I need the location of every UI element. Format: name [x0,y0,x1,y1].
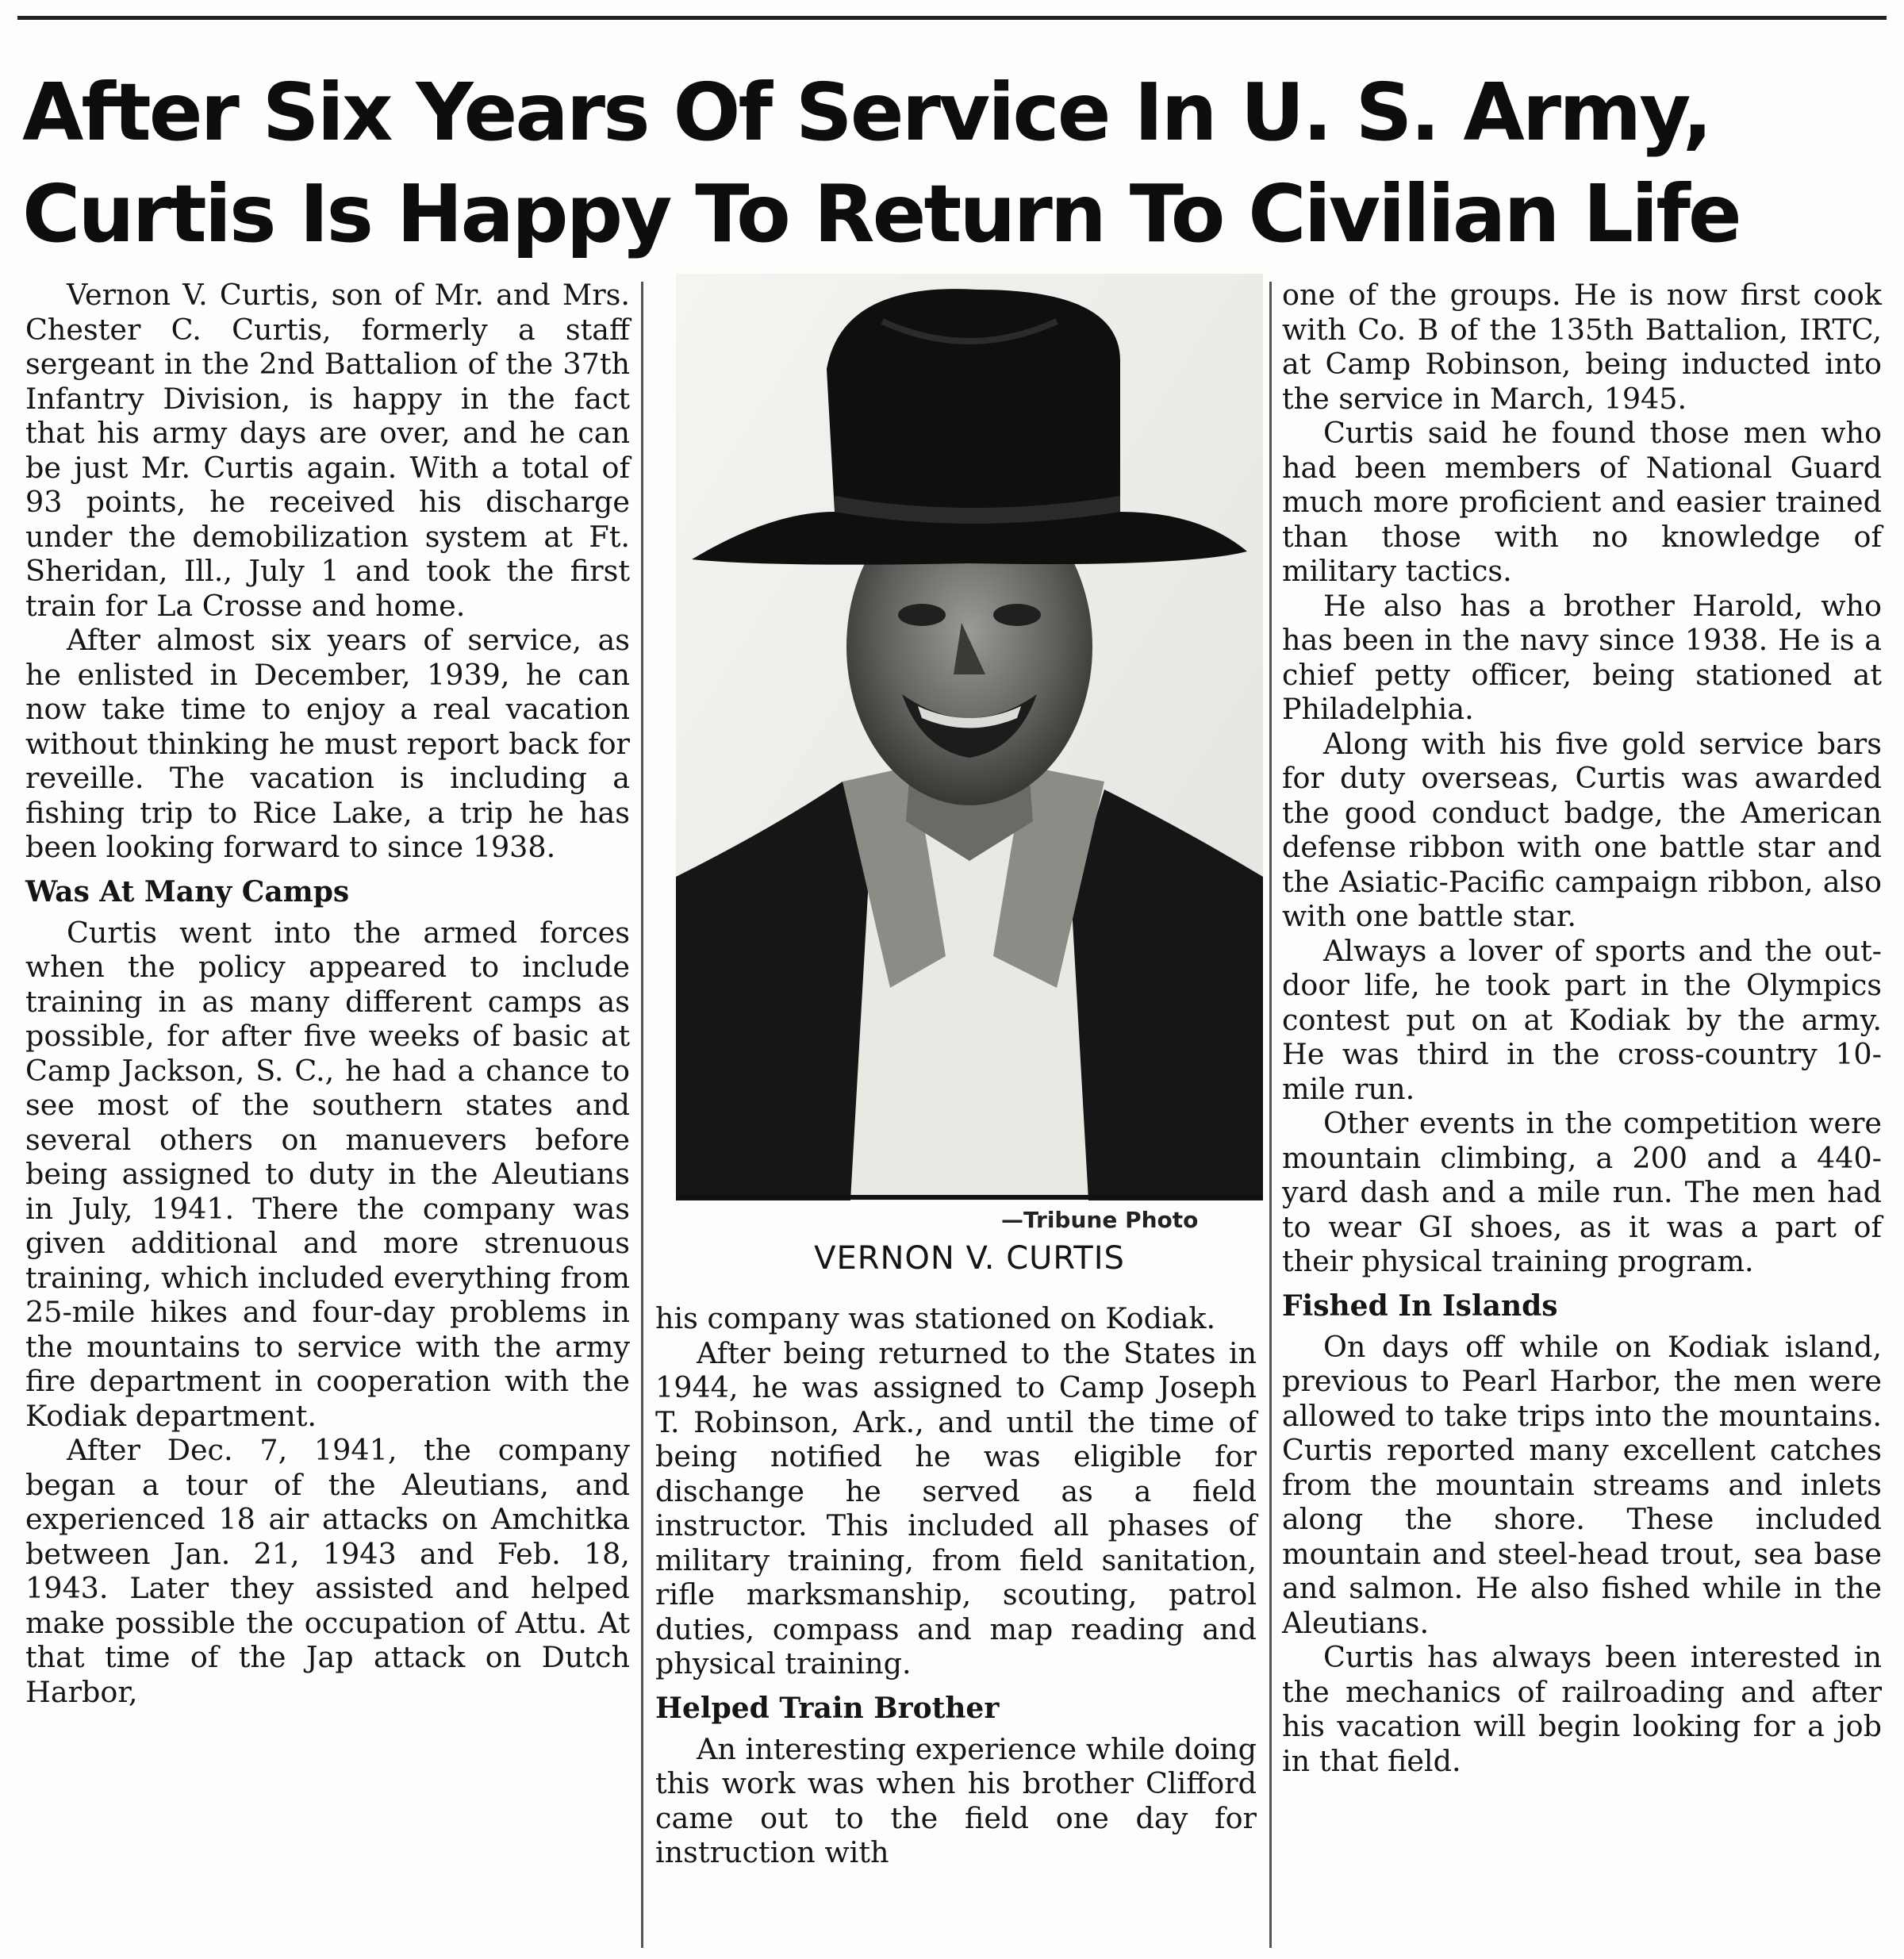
portrait-photo [676,274,1263,1200]
paragraph: An interesting experience while doing this work was when his brother Clifford came out to the field one day for instruction with [655,1731,1257,1869]
paragraph: After being returned to the States in 1944, he was assigned to Camp Joseph T. Robinson, Ark., and until the time of being notified he was eligible for dischange he served as a field instructor. This included all phases of military training, from field sanitation, rifle marksmanship, scouting, patrol duties, compass and map reading and physical training. [655,1335,1257,1681]
headline-line-1: After Six Years Of Service In U. S. Army, [22,66,1710,159]
article-column-1 [25,278,630,1709]
paragraph: Along with his five gold service bars for duty overseas, Curtis was awarded the good conduct badge, the American defense ribbon with one battle star and the Asiatic-Pacific campaign ribbon, also with one battle star. [1282,726,1882,933]
paragraph: Curtis said he found those men who had been members of National Guard much more proficient and easier trained than those with no knowledge of military tactics. [1282,416,1882,588]
top-rule [17,16,1887,20]
portrait-illustration [676,274,1263,1200]
paragraph: After almost six years of service, as he enlisted in December, 1939, he can now take time to enjoy a real vacation without thinking he must report back for reveille. The vacation is including a fishing trip to Rice Lake, a trip he has been looking forward to since 1938. [25,623,630,864]
paragraph: Vernon V. Curtis, son of Mr. and Mrs. Chester C. Curtis, formerly a staff sergeant in the 2nd Battalion of the 37th Infantry Division, is happy in the fact that his army days are over, and he can be just Mr. Curtis again. With a total of 93 points, he received his discharge under the demobilization system at Ft. Sheridan, Ill., July 1 and took the first train for La Crosse and home. [25,278,630,623]
photo-bottom-rule [676,1195,1263,1200]
paragraph: He also has a brother Harold, who has been in the navy since 1938. He is a chief petty officer, being stationed at Philadelphia. [1282,588,1882,726]
headline-line-2: Curtis Is Happy To Return To Civilian Life [22,167,1740,260]
column-divider [641,282,643,1948]
paragraph: After Dec. 7, 1941, the company began a tour of the Aleutians, and experienced 18 air attacks on Amchitka between Jan. 21, 1943 and Feb. 18, 1943. Later they assisted and helped make possible the occupation of Attu. At that time of the Jap attack on Dutch Harbor, [25,1433,630,1709]
photo-caption: VERNON V. CURTIS [814,1240,1125,1277]
subheading: Fished In Islands [1282,1289,1558,1323]
paragraph: his company was stationed on Kodiak. [655,1301,1216,1335]
photo-credit: —Tribune Photo [1001,1207,1199,1233]
article-column-3 [1282,278,1882,1778]
paragraph: Other events in the competition were mountain climbing, a 200 and a 440-yard dash and a mile run. The men had to wear GI shoes, as it was a part of their physical training program. [1282,1106,1882,1278]
column-divider [1269,282,1272,1948]
subheading: Was At Many Camps [25,874,350,908]
article-column-2 [655,1301,1257,1870]
paragraph: Curtis has always been interested in the mechanics of railroading and after his vacation will begin looking for a job in that field. [1282,1640,1882,1778]
paragraph: Always a lover of sports and the out-door life, he took part in the Olympics contest put on at Kodiak by the army. He was third in the cross-country 10-mile run. [1282,933,1882,1106]
subheading: Helped Train Brother [655,1691,1000,1725]
headline [22,62,1879,265]
paragraph: one of the groups. He is now first cook with Co. B of the 135th Battalion, IRTC, at Camp Robinson, being inducted into the service in March, 1945. [1282,278,1882,416]
paragraph: Curtis went into the armed forces when the policy appeared to include training in as many different camps as possible, for after five weeks of basic at Camp Jackson, S. C., he had a chance to see most of the southern states and several others on manuevers before being assigned to duty in the Aleutians in July, 1941. There the company was given additional and more strenuous training, which included everything from 25-mile hikes and four-day problems in the mountains to service with the army fire department in cooperation with the Kodiak department. [25,915,630,1433]
paragraph: On days off while on Kodiak island, previous to Pearl Harbor, the men were allowed to take trips into the mountains. Curtis reported many excellent catches from the mountain streams and inlets along the shore. These included mountain and steel-head trout, sea base and salmon. He also fished while in the Aleutians. [1282,1329,1882,1640]
